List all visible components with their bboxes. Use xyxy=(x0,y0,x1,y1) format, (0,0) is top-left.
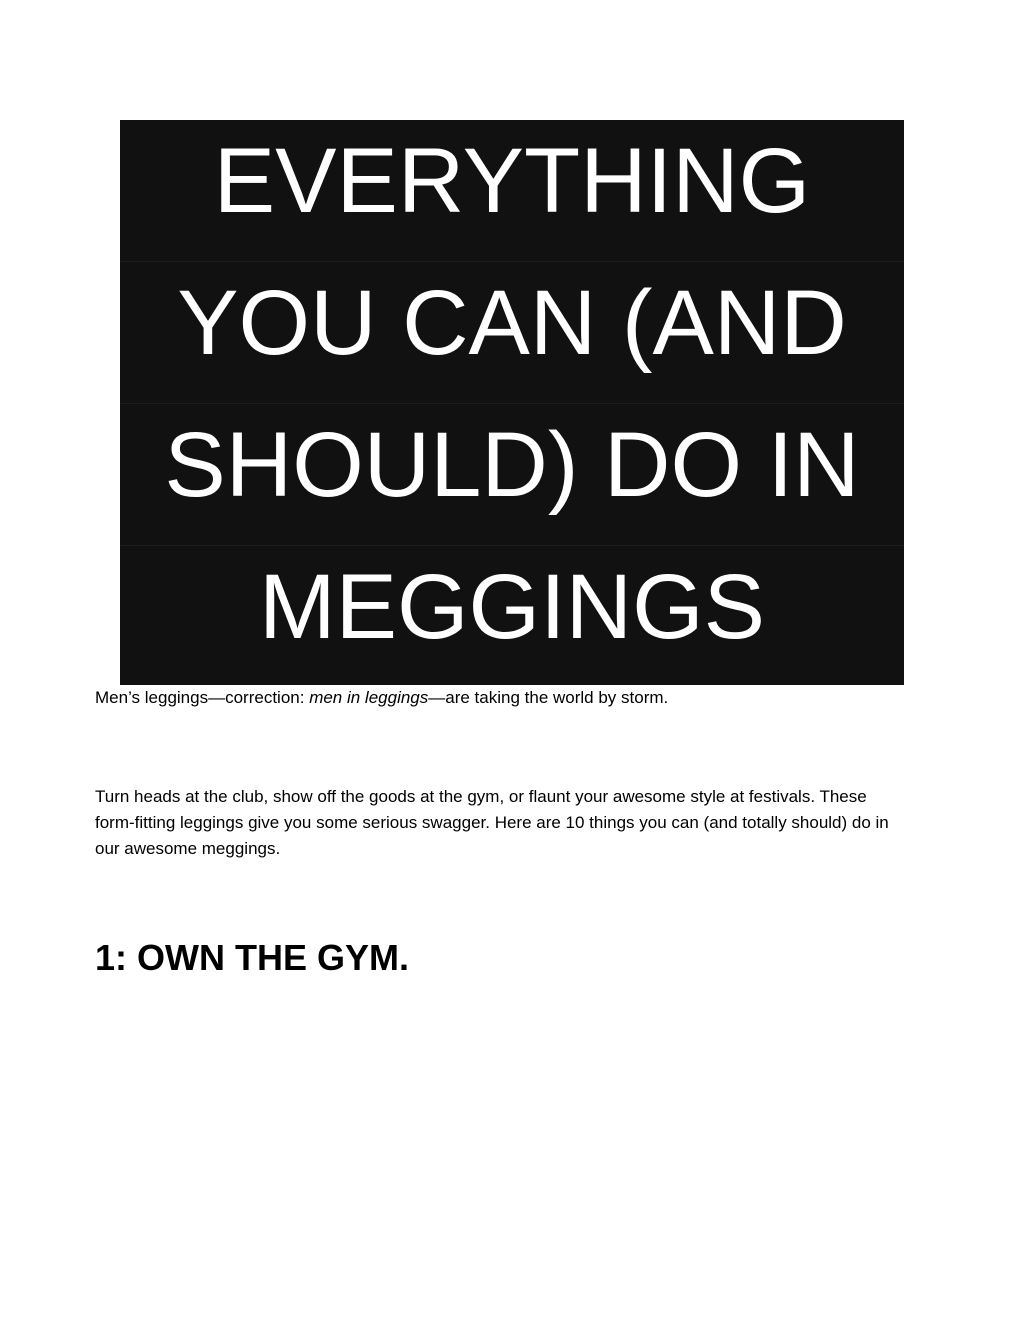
title-divider xyxy=(120,261,904,262)
intro-suffix: —are taking the world by storm. xyxy=(428,688,669,707)
intro-paragraph xyxy=(95,687,935,709)
title-divider xyxy=(120,403,904,404)
title-banner xyxy=(120,120,904,685)
intro-prefix: Men’s leggings—correction: xyxy=(95,688,310,707)
section-heading: 1: OWN THE GYM. xyxy=(95,937,409,978)
body-paragraph: Turn heads at the club, show off the goods at the gym, or flaunt your awesome style at festivals. These form-fitting leggings give you some serious swagger. Here are 10 things you can (and totally should) do in our awesome meggings. xyxy=(95,787,889,858)
intro-emphasis: men in leggings xyxy=(309,688,429,707)
title-divider xyxy=(120,545,904,546)
title-line-1: EVERYTHING xyxy=(213,130,811,232)
title-line-3: SHOULD) DO IN xyxy=(164,414,860,516)
title-line-4: MEGGINGS xyxy=(258,556,766,658)
title-line-2: YOU CAN (AND xyxy=(177,272,847,374)
